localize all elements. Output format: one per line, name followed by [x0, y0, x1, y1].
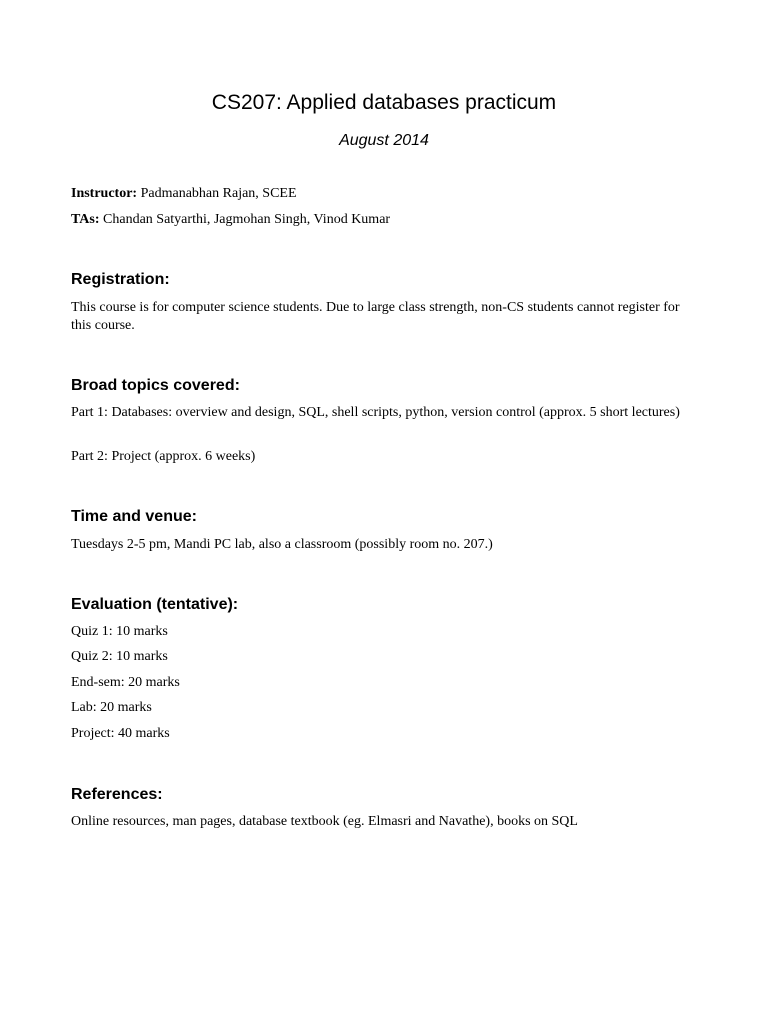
topics-heading: Broad topics covered:: [71, 377, 240, 394]
evaluation-heading: Evaluation (tentative):: [71, 596, 239, 613]
document-date: August 2014: [339, 132, 429, 149]
registration-heading: Registration:: [71, 271, 170, 288]
tas-label: TAs:: [71, 212, 100, 227]
tas-line: [71, 211, 390, 229]
tas-value: Chandan Satyarthi, Jagmohan Singh, Vinod Kumar: [99, 212, 391, 227]
registration-text: This course is for computer science students. Due to large class strength, non-CS students cannot register for this course.: [71, 300, 680, 333]
evaluation-item-project: Project: 40 marks: [71, 726, 170, 741]
topics-item-1: Part 1: Databases: overview and design, SQL, shell scripts, python, version control (approx. 5 short lectures): [71, 405, 680, 420]
evaluation-item-lab: Lab: 20 marks: [71, 700, 152, 715]
time-venue-heading: Time and venue:: [71, 508, 197, 525]
instructor-line: [71, 185, 297, 203]
document-title: CS207: Applied databases practicum: [211, 91, 557, 114]
instructor-label: Instructor:: [71, 186, 138, 201]
references-text: Online resources, man pages, database textbook (eg. Elmasri and Navathe), books on SQL: [71, 814, 578, 829]
topics-item-2: Part 2: Project (approx. 6 weeks): [71, 449, 256, 464]
evaluation-item-quiz1: Quiz 1: 10 marks: [71, 624, 168, 639]
instructor-value: Padmanabhan Rajan, SCEE: [137, 186, 297, 201]
references-heading: References:: [71, 786, 163, 803]
evaluation-item-quiz2: Quiz 2: 10 marks: [71, 649, 168, 664]
evaluation-item-endsem: End-sem: 20 marks: [71, 675, 180, 690]
time-venue-text: Tuesdays 2-5 pm, Mandi PC lab, also a classroom (possibly room no. 207.): [71, 537, 493, 552]
